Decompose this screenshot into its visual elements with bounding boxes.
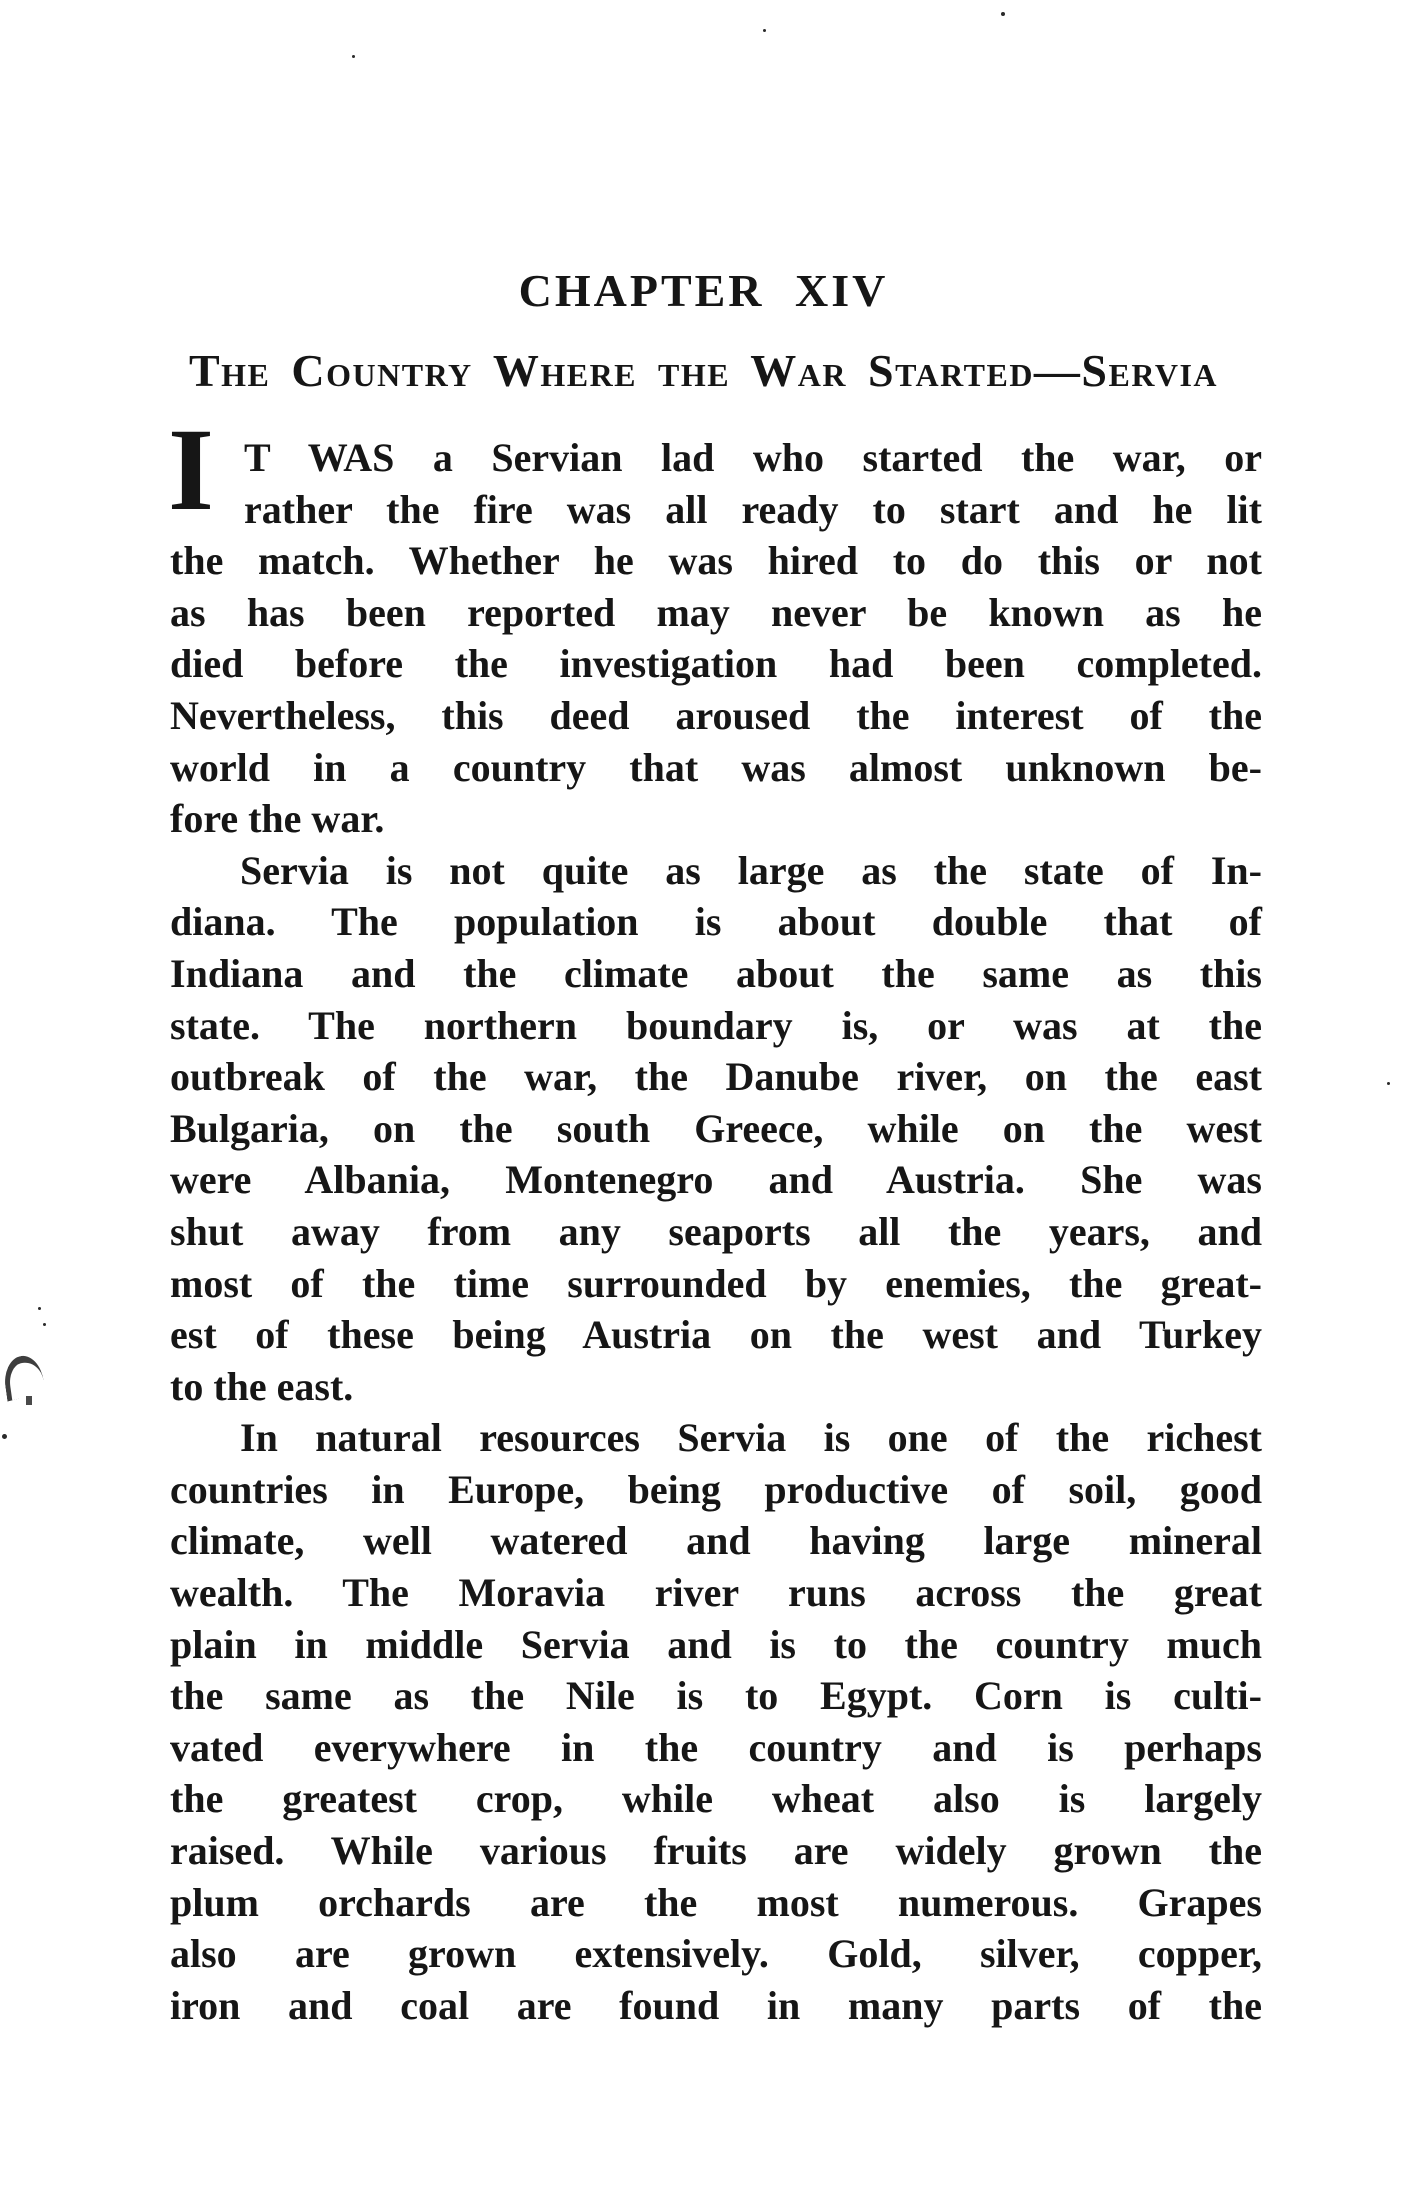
text-line: as has been reported may never be known as he [170, 589, 1262, 635]
text-line: world in a country that was almost unknown be- [170, 744, 1262, 790]
text-line: also are grown extensively. Gold, silver, copper, [170, 1931, 1262, 1977]
ink-smudge-dot [26, 1396, 32, 1405]
text-line: countries in Europe, being productive of soil, good [170, 1466, 1262, 1512]
scan-speck [38, 1307, 41, 1310]
text-line: the same as the Nile is to Egypt. Corn is culti- [170, 1673, 1262, 1719]
text-line: the greatest crop, while wheat also is largely [170, 1776, 1262, 1822]
scan-speck [1001, 12, 1005, 16]
text-line: diana. The population is about double that of [170, 899, 1262, 945]
text-line: Servia is not quite as large as the state of In- [240, 847, 1262, 893]
text-line: outbreak of the war, the Danube river, on the east [170, 1054, 1262, 1100]
text-line: est of these being Austria on the west and Turkey [170, 1312, 1262, 1358]
text-line: raised. While various fruits are widely grown the [170, 1828, 1262, 1874]
text-line: T WAS a Servian lad who started the war, or [244, 435, 1262, 480]
text-line: plum orchards are the most numerous. Grapes [170, 1879, 1262, 1925]
ink-smudge [2, 1351, 46, 1401]
text-line: Bulgaria, on the south Greece, while on the west [170, 1105, 1262, 1151]
text-line: vated everywhere in the country and is perhaps [170, 1724, 1262, 1770]
text-line: rather the fire was all ready to start and he lit [244, 486, 1262, 532]
text-line: iron and coal are found in many parts of the [170, 1982, 1262, 2028]
text-line: most of the time surrounded by enemies, the great- [170, 1260, 1262, 1306]
text-line: were Albania, Montenegro and Austria. She was [170, 1157, 1262, 1203]
text-line: climate, well watered and having large mineral [170, 1518, 1262, 1564]
chapter-subtitle: The Country Where the War Started—Servia [188, 345, 1219, 396]
text-line: wealth. The Moravia river runs across the great [170, 1570, 1262, 1616]
paragraph-1 [168, 404, 1262, 845]
paragraph-2 [170, 845, 1262, 1413]
drop-cap: I [168, 404, 214, 535]
text-line: state. The northern boundary is, or was at the [170, 1002, 1262, 1048]
page-body [168, 404, 1262, 2031]
text-line: to the east. [170, 1363, 354, 1409]
scan-speck [2, 1434, 7, 1439]
scan-speck [43, 1323, 46, 1326]
text-line: plain in middle Servia and is to the country much [170, 1621, 1262, 1667]
chapter-heading: CHAPTER XIV [518, 265, 889, 316]
text-line: In natural resources Servia is one of the richest [240, 1415, 1262, 1461]
scan-speck [352, 55, 355, 58]
text-line: fore the war. [170, 796, 385, 842]
text-line: died before the investigation had been completed. [170, 641, 1262, 687]
scan-speck [1387, 1082, 1390, 1085]
scan-speck [763, 29, 766, 32]
text-line: shut away from any seaports all the years, and [170, 1208, 1262, 1254]
text-line: the match. Whether he was hired to do this or not [170, 538, 1262, 584]
text-line: Nevertheless, this deed aroused the interest of the [170, 692, 1262, 738]
text-line: Indiana and the climate about the same as this [170, 950, 1262, 996]
paragraph-3 [170, 1412, 1262, 2031]
